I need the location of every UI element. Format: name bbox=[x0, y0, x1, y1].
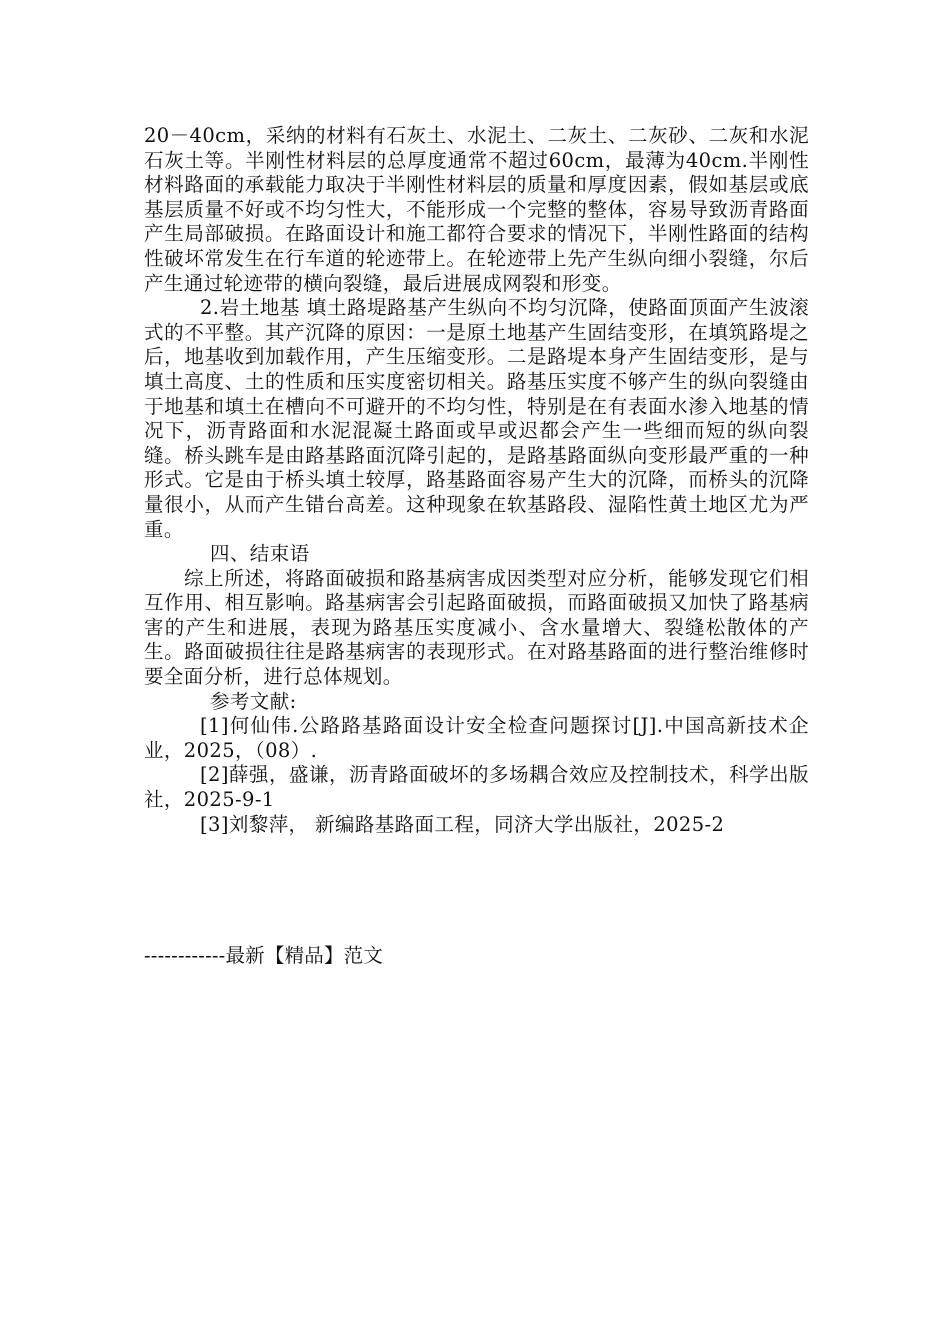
paragraph-geotechnical-foundation: 2.岩土地基 填土路堤路基产生纵向不均匀沉降，使路面顶面产生波滚式的不平整。其产沉降的原因：一是原土地基产生固结变形，在填筑路堤之后，地基收到加载作用，产生压缩变形。二是路堤本身产生固结变形，是与填土高度、土的性质和压实度密切相关。路基压实度不够产生的纵向裂缝由于地基和填土在槽向不可避开的不均匀性，特别是在有表面水渗入地基的情况下，沥青路面和水泥混凝土路面或早或迟都会产生一些细而短的纵向裂缝。桥头跳车是由路基路面沉降引起的，是路基路面纵向变形最严重的一种形式。它是由于桥头填土较厚，路基路面容易产生大的沉降，而桥头的沉降量很小，从而产生错台高差。这种现象在软基路段、湿陷性黄土地区尤为严重。 bbox=[144, 296, 809, 541]
reference-item-3: [3]刘黎萍， 新编路基路面工程，同济大学出版社，2025-2 bbox=[200, 812, 725, 836]
document-footer: ------------最新【精品】范文 bbox=[144, 944, 384, 967]
reference-item-1: [1]何仙伟.公路路基路面设计安全检查问题探讨[J].中国高新技术企业，2025，（08）. bbox=[144, 714, 809, 762]
document-body bbox=[144, 124, 809, 837]
section-heading-conclusion: 四、结束语 bbox=[210, 542, 310, 566]
references-title: 参考文献: bbox=[210, 689, 297, 713]
paragraph-conclusion: 综上所述，将路面破损和路基病害成因类型对应分析，能够发现它们相互作用、相互影响。路基病害会引起路面破损，而路面破损又加快了路基病害的产生和进展，表现为路基压实度减小、含水量增大、裂缝松散体的产生。路面破损往往是路基病害的表现形式。在对路基路面的进行整治维修时要全面分析，进行总体规划。 bbox=[144, 566, 809, 689]
paragraph-semi-rigid-pavement: 20－40cm，采纳的材料有石灰土、水泥土、二灰土、二灰砂、二灰和水泥石灰土等。半刚性材料层的总厚度通常不超过60cm，最薄为40cm.半刚性材料路面的承载能力取决于半刚性材料层的质量和厚度因素，假如基层或底基层质量不好或不均匀性大，不能形成一个完整的整体，容易导致沥青路面产生局部破损。在路面设计和施工都符合要求的情况下，半刚性路面的结构性破坏常发生在行车道的轮迹带上。在轮迹带上先产生纵向细小裂缝，尔后产生通过轮迹带的横向裂缝，最后进展成网裂和形变。 bbox=[144, 124, 809, 295]
reference-item-2: [2]薛强，盛谦，沥青路面破坏的多场耦合效应及控制技术，科学出版社，2025-9-1 bbox=[144, 763, 809, 812]
